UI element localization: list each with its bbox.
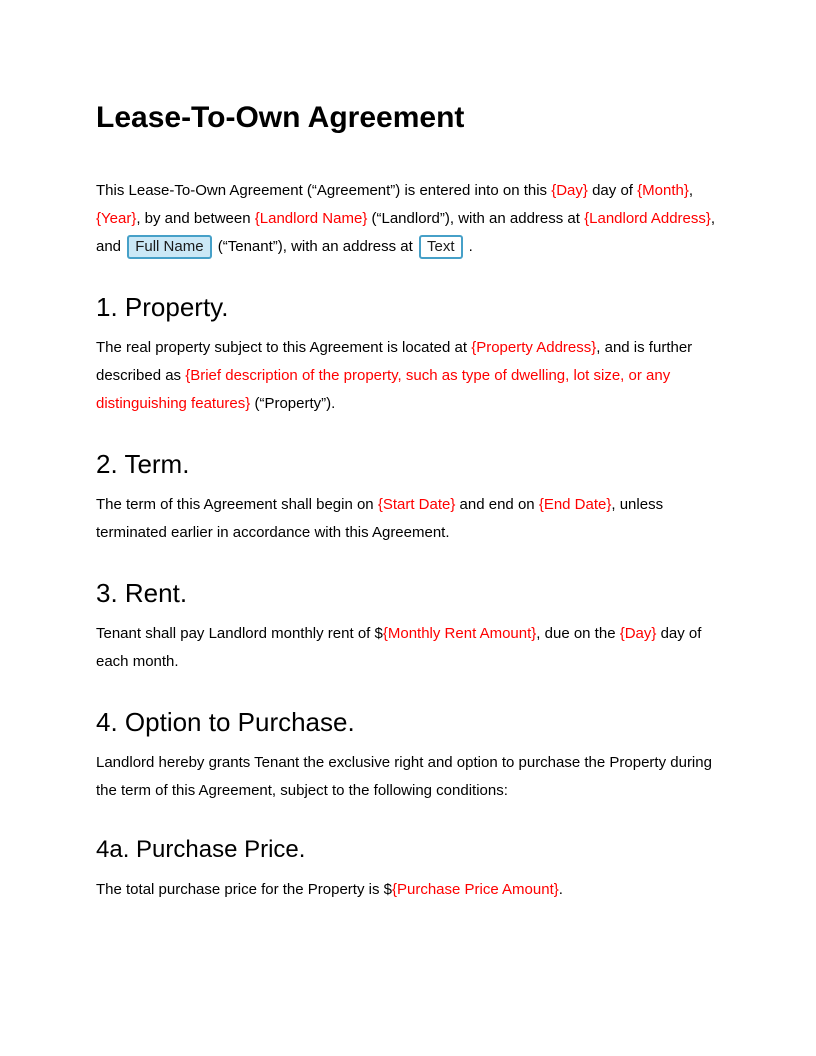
text-run: (“Landlord”), with an address at — [367, 210, 585, 227]
document-title: Lease-To-Own Agreement — [96, 101, 465, 134]
section-heading: 2. Term. — [96, 449, 190, 479]
placeholder-token: {Year} — [96, 210, 137, 227]
section-heading: 4a. Purchase Price. — [96, 836, 306, 863]
text-run: day of each month. — [96, 625, 702, 670]
placeholder-token: {Landlord Name} — [254, 210, 368, 227]
text-run: The real property subject to this Agreement is located at — [96, 339, 472, 356]
text-run: , unless terminated earlier in accordance with this Agreement. — [96, 496, 664, 541]
placeholder-token: {Purchase Price Amount} — [391, 881, 559, 898]
placeholder-token: {Month} — [637, 182, 689, 199]
section-heading: 3. Rent. — [96, 578, 188, 608]
text-run: , and — [96, 210, 716, 255]
intro-paragraph — [96, 177, 720, 261]
text-run: . — [464, 238, 473, 255]
sections — [96, 291, 720, 904]
placeholder-token: {Day} — [551, 182, 588, 199]
placeholder-token: {Landlord Address} — [584, 210, 711, 227]
text-run: (“Property”). — [250, 395, 336, 412]
text-run: (“Tenant”), with an address at — [213, 238, 417, 255]
placeholder-token: {Day} — [619, 625, 657, 642]
section-paragraph — [96, 334, 720, 418]
text-run: , and is further described as — [96, 339, 693, 384]
section-paragraph — [96, 876, 720, 904]
text-run: day of — [587, 182, 638, 199]
text-run: . — [558, 881, 563, 898]
placeholder-token: {Brief description of the property, such as type of dwelling, lot size, or any distinguishing features} — [96, 367, 671, 412]
placeholder-token: {Monthly Rent Amount} — [382, 625, 537, 642]
section-paragraph — [96, 491, 720, 547]
text-run: Tenant shall pay Landlord monthly rent of $ — [96, 625, 383, 642]
text-run: The total purchase price for the Property is $ — [96, 881, 392, 898]
tenant-address-field[interactable]: Text — [419, 235, 463, 259]
section-heading: 1. Property. — [96, 292, 229, 322]
text-run: , due on the — [536, 625, 620, 642]
text-run: Landlord hereby grants Tenant the exclusive right and option to purchase the Property during the term of this Agreement, subject to the following conditions: — [96, 754, 712, 799]
text-run: The term of this Agreement shall begin on — [96, 496, 378, 513]
placeholder-token: {Start Date} — [377, 496, 456, 513]
tenant-full-name-field[interactable]: Full Name — [127, 235, 211, 259]
placeholder-token: {Property Address} — [471, 339, 597, 356]
section-paragraph — [96, 749, 720, 805]
text-run: , by and between — [136, 210, 255, 227]
section-paragraph — [96, 620, 720, 676]
placeholder-token: {End Date} — [538, 496, 612, 513]
text-run: This Lease-To-Own Agreement (“Agreement”) is entered into on this — [96, 182, 552, 199]
text-run: , — [688, 182, 694, 199]
section-heading: 4. Option to Purchase. — [96, 707, 355, 737]
text-run: and end on — [455, 496, 539, 513]
